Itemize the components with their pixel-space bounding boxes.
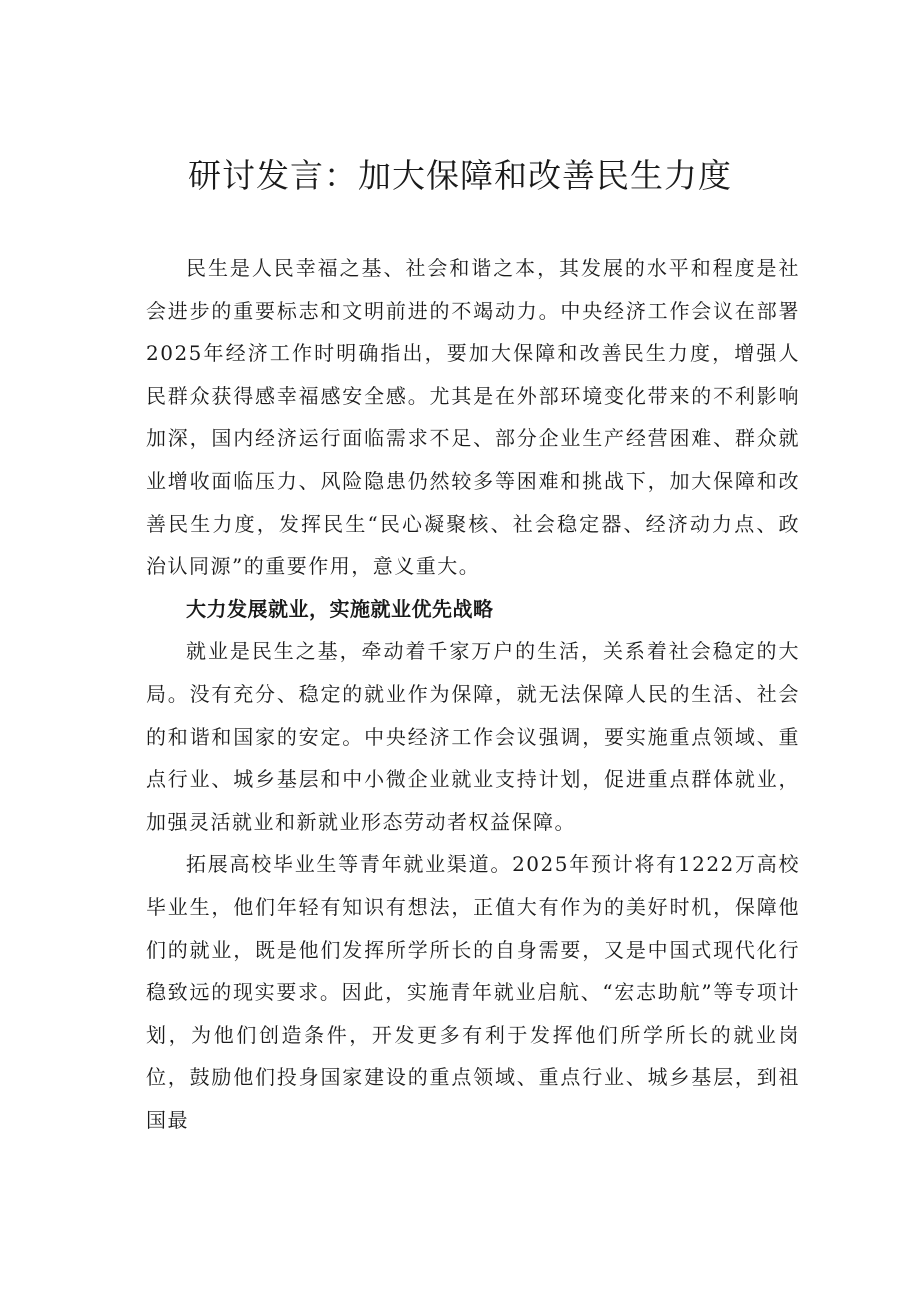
section-paragraph-employment: 就业是民生之基，牵动着千家万户的生活，关系着社会稳定的大局。没有充分、稳定的就业作为保障，就无法保障人民的生活、社会的和谐和国家的安定。中央经济工作会议强调，要实施重点领域、重点行业、城乡基层和中小微企业就业支持计划，促进重点群体就业，加强灵活就业和新就业形态劳动者权益保障。: [146, 639, 800, 834]
document-body: [146, 247, 800, 1141]
intro-paragraph: 民生是人民幸福之基、社会和谐之本，其发展的水平和程度是社会进步的重要标志和文明前进的不竭动力。中央经济工作会议在部署2025年经济工作时明确指出，要加大保障和改善民生力度，增强人民群众获得感幸福感安全感。尤其是在外部环境变化带来的不利影响加深，国内经济运行面临需求不足、部分企业生产经营困难、群众就业增收面临压力、风险隐患仍然较多等困难和挑战下，加大保障和改善民生力度，发挥民生“民心凝聚核、社会稳定器、经济动力点、政治认同源”的重要作用，意义重大。: [146, 256, 800, 579]
section-heading: 大力发展就业，实施就业优先战略: [186, 596, 494, 621]
section-paragraph-graduates: 拓展高校毕业生等青年就业渠道。2025年预计将有1222万高校毕业生，他们年轻有知识有想法，正值大有作为的美好时机，保障他们的就业，既是他们发挥所学所长的自身需要，又是中国式现代化行稳致远的现实要求。因此，实施青年就业启航、“宏志助航”等专项计划，为他们创造条件，开发更多有利于发挥他们所学所长的就业岗位，鼓励他们投身国家建设的重点领域、重点行业、城乡基层，到祖国最: [146, 852, 800, 1132]
page-title: 研讨发言：加大保障和改善民生力度: [188, 156, 732, 195]
